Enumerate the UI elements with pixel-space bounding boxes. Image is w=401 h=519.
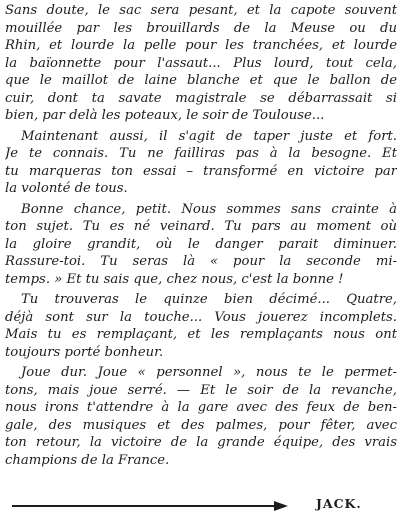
paragraph-4: [5, 291, 397, 361]
text-line: Je te connais. Tu ne failliras pas à la besogne. Et: [5, 146, 397, 161]
text-line: Maintenant aussi, il s'agit de taper juste et fort.: [21, 128, 397, 144]
text-line: gale, des musiques et des palmes, pour fêter, avec: [5, 417, 397, 433]
text-line: tons, mais joue serré. — Et le soir de la revanche,: [5, 382, 397, 398]
decorative-divider: [12, 505, 282, 507]
text-line: Tu trouveras le quinze bien décimé... Quatre,: [21, 292, 397, 307]
text-line: la baïonnette pour l'assaut... Plus lourd, tout cela,: [5, 55, 397, 71]
paragraph-2: [5, 128, 397, 198]
text-line: Rassure-toi. Tu seras là « pour la seconde mi-: [5, 254, 397, 269]
paragraph-3: [5, 201, 397, 289]
text-line: que le maillot de laine blanche et que le ballon de: [5, 73, 397, 88]
paragraph-1: [5, 2, 397, 125]
text-line: Sans doute, le sac sera pesant, et la capote souvent: [5, 3, 397, 18]
text-line: Mais tu es remplaçant, et les remplaçants nous ont: [5, 327, 397, 342]
text-line: temps. » Et tu sais que, chez nous, c'est la bonne !: [5, 271, 344, 287]
text-line: déjà sont sur la touche... Vous jouerez incomplets.: [5, 309, 397, 325]
author-signature: JACK.: [316, 496, 362, 511]
text-line: Bonne chance, petit. Nous sommes sans crainte à: [21, 201, 397, 217]
text-line: nous irons t'attendre à la gare avec des feux de ben-: [5, 400, 397, 415]
text-line: bien, par delà les poteaux, le soir de Toulouse...: [5, 108, 325, 123]
text-line: Joue dur. Joue « personnel », nous te le permet-: [21, 365, 397, 380]
text-line: ton sujet. Tu es né veinard. Tu pars au moment où: [5, 219, 397, 234]
text-line: cuir, dont ta savate magistrale se débarrassait si: [5, 90, 397, 106]
paragraph-5: [5, 364, 397, 469]
text-line: toujours porté bonheur.: [5, 344, 164, 360]
text-line: champions de la France.: [5, 452, 170, 468]
signature-row: [12, 496, 392, 516]
text-line: Rhin, et lourde la pelle pour les tranchées, et lourde: [5, 38, 397, 53]
text-line: ton retour, la victoire de la grande équipe, des vrais: [5, 435, 397, 450]
text-line: la gloire grandit, où le danger parait diminuer.: [5, 236, 397, 252]
text-line: la volonté de tous.: [5, 181, 128, 196]
divider-arrow-tip: [274, 501, 288, 511]
article-body: [5, 2, 397, 472]
text-line: mouillée par les brouillards de la Meuse ou du: [5, 20, 397, 36]
text-line: tu marqueras ton essai – transformé en victoire par: [5, 163, 397, 179]
